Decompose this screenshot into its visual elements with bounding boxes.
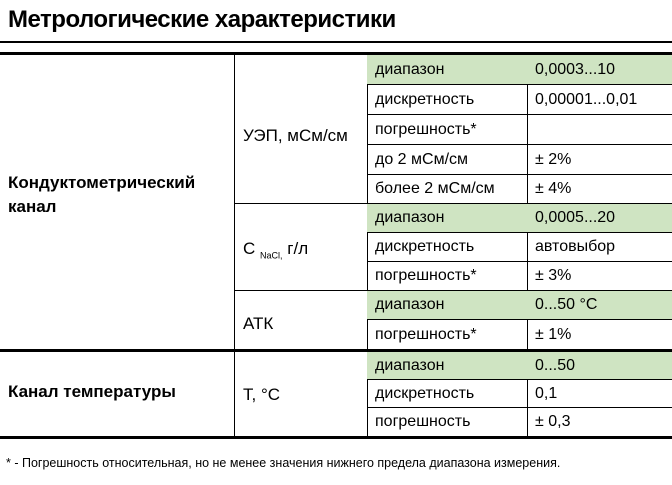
subgroup-label-conductivity: УЭП, мСм/см xyxy=(243,126,348,145)
row-key: диапазон xyxy=(367,291,527,319)
row-value: ± 0,3 xyxy=(535,413,571,430)
row-key: погрешность* xyxy=(375,325,477,343)
group-rule-bottom xyxy=(0,436,672,439)
subgroup-label-atk: АТК xyxy=(243,314,274,333)
footnote: * - Погрешность относительная, но не менее значения нижнего предела диапазона измерения. xyxy=(6,456,561,470)
group-name-temperature: Канал температуры xyxy=(8,382,176,401)
page-title: Метрологические характеристики xyxy=(8,6,396,33)
row-key: погрешность xyxy=(375,413,471,430)
row-value: 0,0005...20 xyxy=(527,204,672,232)
row-key: диапазон xyxy=(367,55,527,84)
subgroup-label-nacl: С $_{NaCl,}$ г/л xyxy=(243,239,309,261)
row-key: диапазон xyxy=(367,204,527,232)
row-value: 0,1 xyxy=(535,384,558,402)
row-value: 0...50 °С xyxy=(527,291,672,319)
row-key: погрешность* xyxy=(375,267,477,284)
row-value: ± 4% xyxy=(535,180,572,197)
row-key: до 2 мСм/см xyxy=(375,150,469,168)
group-name-conductometric: Кондуктометрический канал xyxy=(8,173,196,216)
row-key: дискретность xyxy=(375,384,475,402)
row-value: 0,0003...10 xyxy=(527,55,672,84)
column-divider-label xyxy=(234,55,235,436)
row-value xyxy=(527,115,672,144)
title-rule xyxy=(0,41,672,43)
row-value: 0...50 xyxy=(527,352,672,379)
row-key: дискретность xyxy=(375,238,475,255)
row-key: более 2 мСм/см xyxy=(375,180,495,197)
row-key: погрешность* xyxy=(375,120,477,138)
row-key: дискретность xyxy=(375,90,475,108)
row-value: ± 1% xyxy=(535,325,572,343)
row-key: диапазон xyxy=(367,352,527,379)
row-value: автовыбор xyxy=(535,238,616,255)
row-value: 0,00001...0,01 xyxy=(535,90,638,108)
row-value: ± 2% xyxy=(535,150,572,168)
subgroup-label-temperature: Т, °С xyxy=(243,385,281,404)
row-value: ± 3% xyxy=(535,267,572,284)
